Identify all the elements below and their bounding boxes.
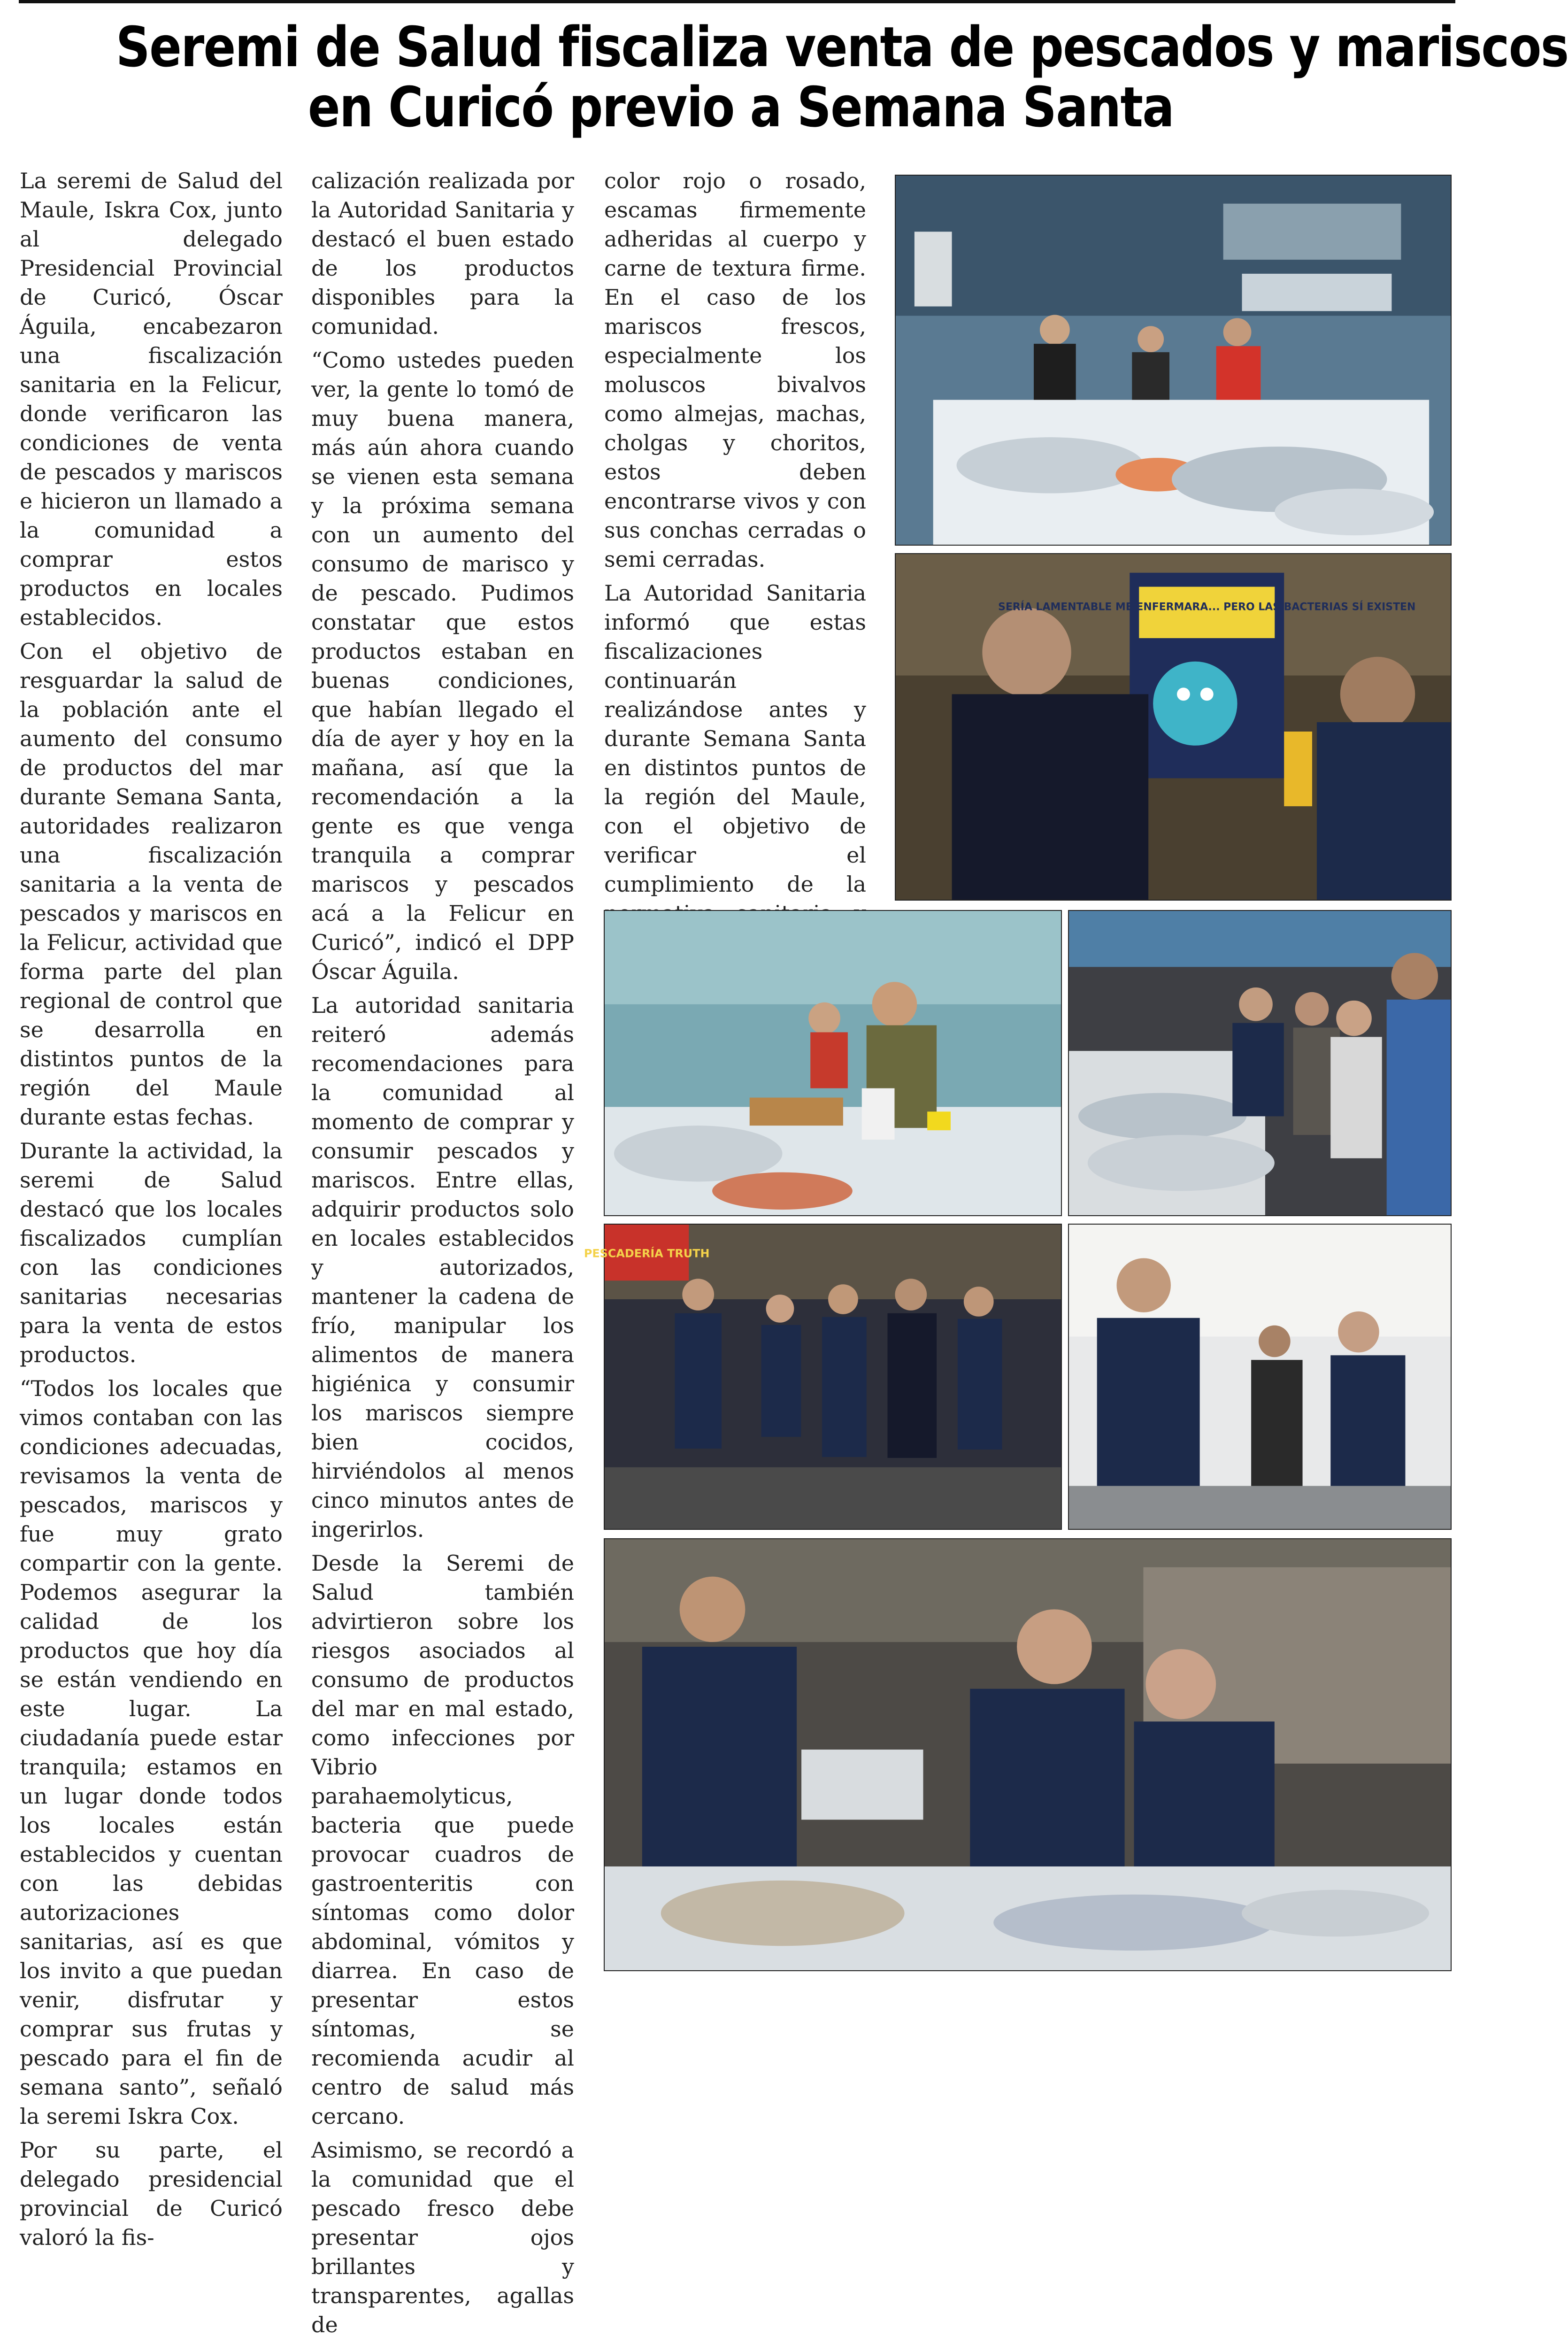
photo-officials-poster xyxy=(895,553,1452,901)
photo-officials-outdoors xyxy=(1068,1224,1452,1530)
headline xyxy=(115,15,1568,139)
article-column-1 xyxy=(20,166,283,2257)
top-rule xyxy=(19,0,1455,3)
article-column-2 xyxy=(311,166,574,2344)
photo-inspectors-shellfish xyxy=(604,1538,1452,1971)
paragraph: “Como ustedes pueden ver, la gente lo tomó de muy buena manera, más aún ahora cuando se vienen esta semana y la próxima semana con un aumento del consumo de marisco y de pescado. Pudimos constatar que estos productos estaban en buenas condiciones, que habían llegado el día de ayer y hoy en la mañana, así que la recomendación a la gente es que venga tranquila a comprar mariscos y pescados acá a la Felicur en Curicó”, indicó el DPP Óscar Águila. xyxy=(311,347,574,984)
paragraph: Asimismo, se recordó a la comunidad que el pescado fresco debe presentar ojos brillantes y transparentes, agallas de xyxy=(311,2137,574,2337)
paragraph: La seremi de Salud del Maule, Iskra Cox, junto al delegado Presidencial Provincial de Curicó, Óscar Águila, encabezaron una fiscalización sanitaria en la Felicur, donde verificaron las condiciones de venta de pescados y mariscos e hicieron un llamado a la comunidad a comprar estos productos en locales establecidos. xyxy=(20,168,283,630)
paragraph: “Todos los locales que vimos contaban con las condiciones adecuadas, revisamos la venta de pescados, mariscos y fue muy grato compartir con la gente. Podemos asegurar la calidad de los productos que hoy día se están vendiendo en este lugar. La ciudadanía puede estar tranquila; estamos en un lugar donde todos los locales están establecidos y cuentan con las debidas autorizaciones sanitarias, así es que los invito a que puedan venir, disfrutar y comprar sus frutas y pescado para el fin de semana santo”, señaló la seremi Iskra Cox. xyxy=(20,1376,283,2129)
paragraph: Con el objetivo de resguardar la salud de la población ante el aumento del consumo de productos del mar durante Semana Santa, autoridades realizaron una fiscalización sanitaria a la venta de pescados y mariscos en la Felicur, actividad que forma parte del plan regional de control que se desarrolla en distintos puntos de la región del Maule durante estas fechas. xyxy=(20,639,283,1130)
poster-text: SERÍA LAMENTABLE ME ENFERMARA... PERO LAS BACTERIAS SÍ EXISTEN xyxy=(998,601,1416,613)
photo-inspectors-vendors xyxy=(1068,910,1452,1216)
paragraph: La Autoridad Sanitaria informó que estas fiscalizaciones continuarán realizándose antes y durante Semana Santa en distintos puntos de la región del Maule, con el objetivo de verificar el cumplimiento de la xyxy=(604,580,866,897)
photo-vendor-counter xyxy=(604,910,1062,1216)
headline-line-1: Seremi de Salud fiscaliza venta de pescados y mariscos xyxy=(115,15,1568,79)
paragraph: color rojo o rosado, escamas firmemente adheridas al cuerpo y carne de textura firme. En el caso de los mariscos frescos, especialmente los moluscos bivalvos como almejas, machas, cholgas y choritos, estos deben encontrarse vivos y con sus conchas cerradas o semi cerradas. xyxy=(604,168,866,572)
paragraph: La autoridad sanitaria reiteró además recomendaciones para la comunidad al momento de comprar y consumir pescados y mariscos. Entre ellas, adquirir productos solo en locales establecidos y autorizados, mantener la cadena de frío, manipular los alimentos de manera higiénica y consumir los mariscos siempre bien cocidos, hirviéndolos al menos cinco minutos antes de ingerirlos. xyxy=(311,993,574,1542)
headline-line-2: en Curicó previo a Semana Santa xyxy=(307,75,1174,139)
paragraph: Desde la Seremi de Salud también advirtieron sobre los riesgos asociados al consumo de productos del mar en mal estado, como infecciones por Vibrio parahaemolyticus, bacteria que puede provocar cuadros de gastroenteritis con síntomas como dolor abdominal, vómitos y diarrea. En caso de presentar estos síntomas, se recomienda acudir al centro de salud más cercano. xyxy=(311,1550,574,2129)
photo-fish-stall-vendors xyxy=(895,175,1452,546)
paragraph: Por su parte, el delegado presidencial provincial de Curicó valoró la fis- xyxy=(20,2137,283,2250)
sign-text: PESCADERÍA TRUTH xyxy=(584,1247,710,1260)
photo-officials-group xyxy=(584,1224,1062,1530)
paragraph: calización realizada por la Autoridad Sanitaria y destacó el buen estado de los productos disponibles para la comunidad. xyxy=(311,168,574,339)
paragraph: Durante la actividad, la seremi de Salud destacó que los locales fiscalizados cumplían con las condiciones sanitarias necesarias para la venta de estos productos. xyxy=(20,1138,283,1367)
